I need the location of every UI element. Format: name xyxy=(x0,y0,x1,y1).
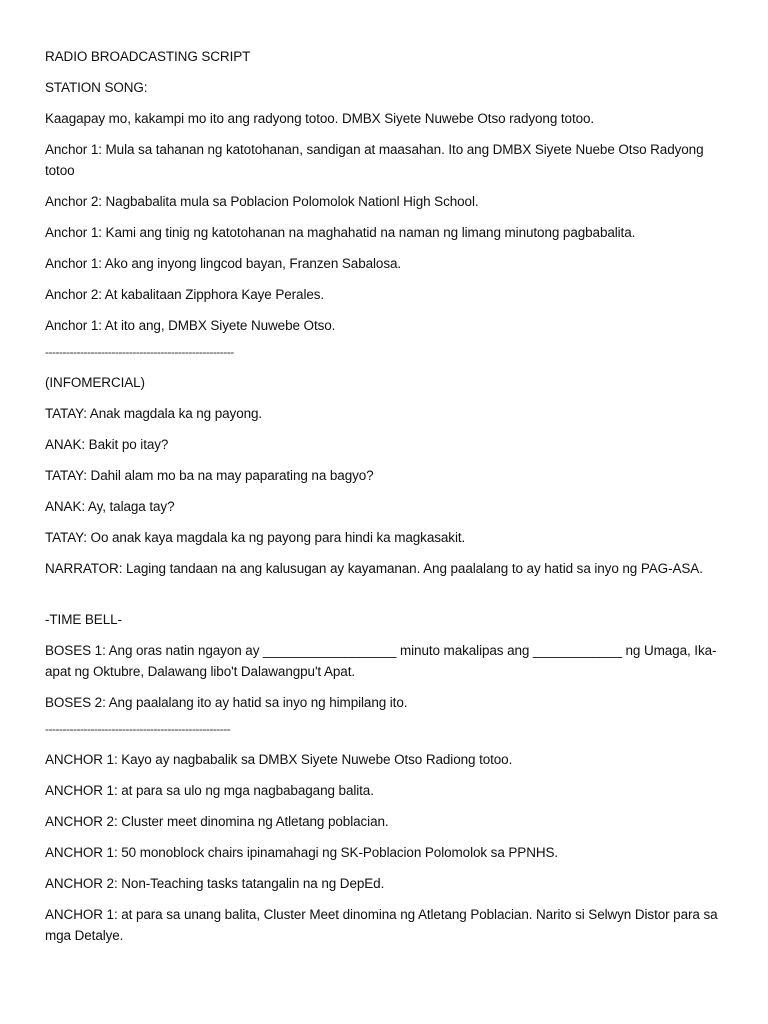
script-line: ANAK: Ay, talaga tay? xyxy=(45,499,175,514)
blank-space xyxy=(45,589,725,609)
script-line: TATAY: Dahil alam mo ba na may paparating na bagyo? xyxy=(45,468,374,483)
station-song-label: STATION SONG: xyxy=(45,80,148,95)
script-line: BOSES 1: Ang oras natin ngayon ay __________________ minuto makalipas ang ____________ ng Umaga, Ika-apat ng Oktubre, Dalawang libo't Dalawangpu't Apat. xyxy=(45,643,717,679)
script-line: ANCHOR 1: Kayo ay nagbabalik sa DMBX Siyete Nuwebe Otso Radiong totoo. xyxy=(45,752,513,767)
script-line: Anchor 2: Nagbabalita mula sa Poblacion Polomolok Nationl High School. xyxy=(45,194,479,209)
script-line: ANAK: Bakit po itay? xyxy=(45,437,169,452)
script-line: Anchor 1: Mula sa tahanan ng katotohanan, sandigan at maasahan. Ito ang DMBX Siyete Nuebe Otso Radyong totoo xyxy=(45,142,704,178)
script-line: Kaagapay mo, kakampi mo ito ang radyong totoo. DMBX Siyete Nuwebe Otso radyong totoo. xyxy=(45,111,595,126)
script-document xyxy=(45,46,725,956)
script-line: ANCHOR 1: at para sa ulo ng mga nagbabagang balita. xyxy=(45,783,374,798)
script-line: Anchor 2: At kabalitaan Zipphora Kaye Perales. xyxy=(45,287,325,302)
script-line: TATAY: Anak magdala ka ng payong. xyxy=(45,406,263,421)
script-line: TATAY: Oo anak kaya magdala ka ng payong para hindi ka magkasakit. xyxy=(45,530,466,545)
separator-line: ------------------------------------------------------ xyxy=(45,345,234,359)
script-line: ANCHOR 2: Cluster meet dinomina ng Atletang poblacian. xyxy=(45,814,389,829)
script-line: ANCHOR 1: at para sa unang balita, Cluster Meet dinomina ng Atletang Poblacian. Narito si Selwyn Distor para sa mga Detalye. xyxy=(45,907,718,943)
script-line: NARRATOR: Laging tandaan na ang kalusugan ay kayamanan. Ang paalalang to ay hatid sa inyo ng PAG-ASA. xyxy=(45,561,703,576)
document-title: RADIO BROADCASTING SCRIPT xyxy=(45,49,251,64)
section-heading-infomercial: (INFOMERCIAL) xyxy=(45,375,145,390)
script-line: ANCHOR 2: Non-Teaching tasks tatangalin na ng DepEd. xyxy=(45,876,385,891)
script-line: Anchor 1: Ako ang inyong lingcod bayan, Franzen Sabalosa. xyxy=(45,256,402,271)
separator-line: ----------------------------------------------------- xyxy=(45,722,231,736)
script-line: BOSES 2: Ang paalalang ito ay hatid sa inyo ng himpilang ito. xyxy=(45,695,408,710)
script-line: Anchor 1: At ito ang, DMBX Siyete Nuwebe Otso. xyxy=(45,318,336,333)
section-heading-time-bell: -TIME BELL- xyxy=(45,612,122,627)
script-line: ANCHOR 1: 50 monoblock chairs ipinamahagi ng SK-Poblacion Polomolok sa PPNHS. xyxy=(45,845,559,860)
script-line: Anchor 1: Kami ang tinig ng katotohanan na maghahatid na naman ng limang minutong pagbabalita. xyxy=(45,225,636,240)
